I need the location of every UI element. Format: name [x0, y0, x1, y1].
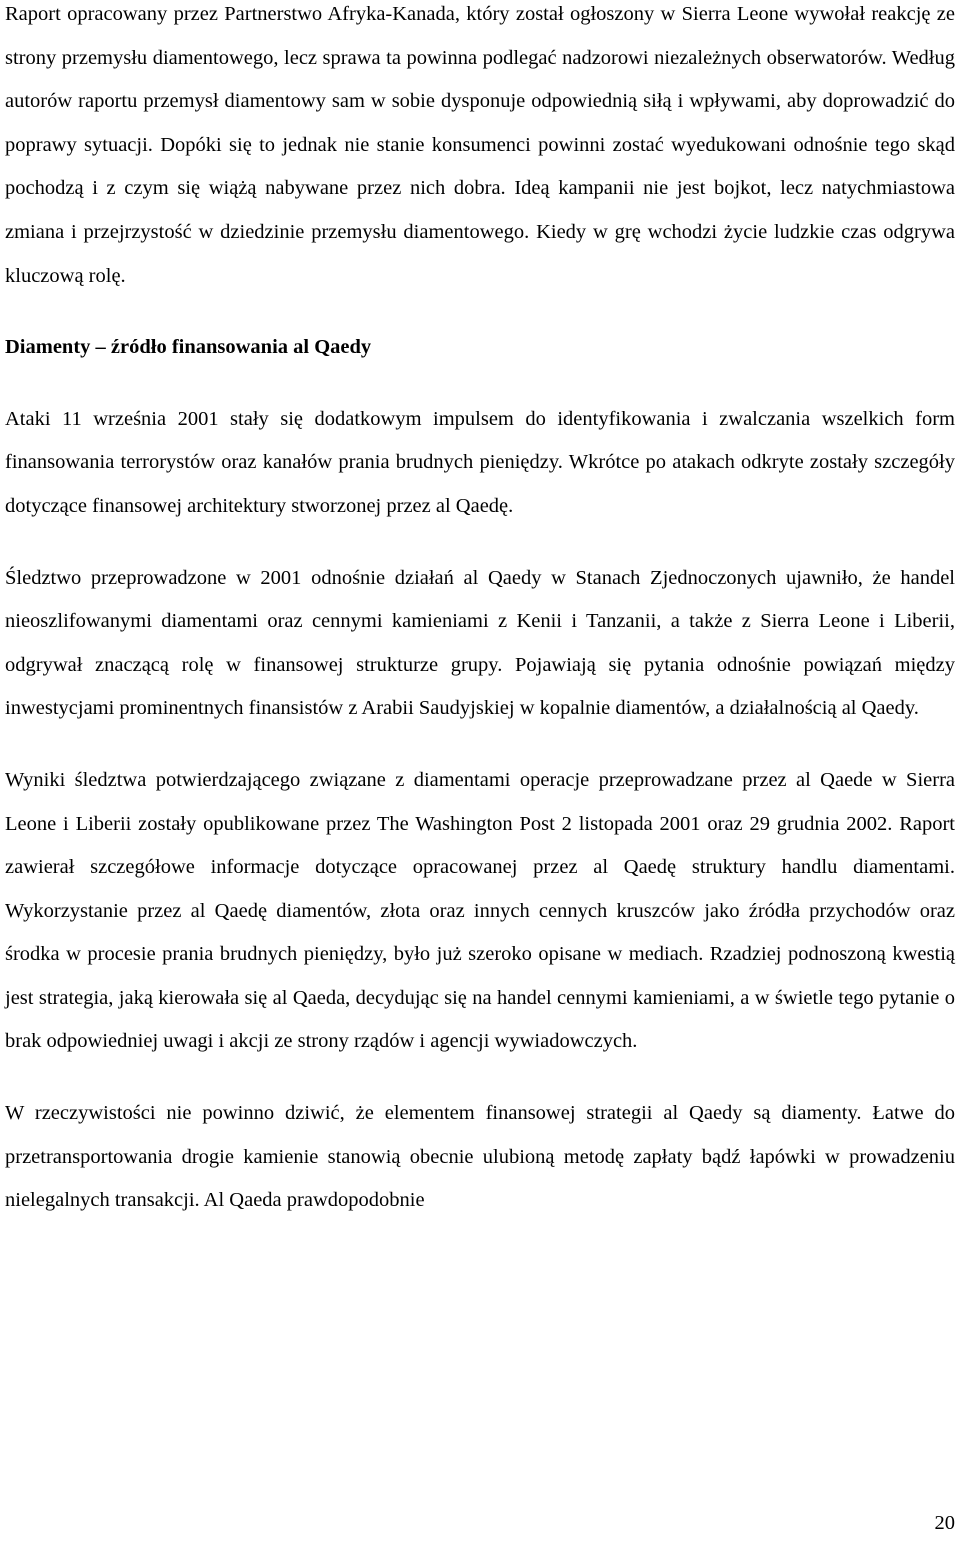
paragraph-campaign: Raport opracowany przez Partnerstwo Afryka-Kanada, który został ogłoszony w Sierra Leone wywołał reakcję ze strony przemysłu diamentowego, lecz sprawa ta powinna podlegać nadzorowi niezależnych obserwatorów. Według autorów raportu przemysł diamentowy sam w sobie dysponuje odpowiednią siłą i wpływami, aby doprowadzić do poprawy sytuacji. Dopóki się to jednak nie stanie konsumenci powinni zostać wyedukowani odnośnie tego skąd pochodzą i z czym się wiążą nabywane przez nich dobra. Ideą kampanii nie jest bojkot, lecz natychmiastowa zmiana i przejrzystość w dziedzinie przemysłu diamentowego. Kiedy w grę wchodzi życie ludzkie czas odgrywa kluczową rolę.	[5, 3, 955, 287]
paragraph-diamond-strategy: W rzeczywistości nie powinno dziwić, że elementem finansowej strategii al Qaedy są diamenty. Łatwe do przetransportowania drogie kamienie stanowią obecnie ulubioną metodę zapłaty bądź łapówki w prowadzeniu nielegalnych transakcji. Al Qaeda prawdopodobnie	[5, 1102, 955, 1212]
paragraph-investigation-results: Wyniki śledztwa potwierdzającego związane z diamentami operacje przeprowadzane przez al Qaede w Sierra Leone i Liberii zostały opublikowane przez The Washington Post 2 listopada 2001 oraz 29 grudnia 2002. Raport zawierał szczegółowe informacje dotyczące opracowanej przez al Qaedę struktury handlu diamentami. Wykorzystanie przez al Qaedę diamentów, złota oraz innych cennych kruszców jako źródła przychodów oraz środka w procesie prania brudnych pieniędzy, było już szeroko opisane w mediach. Rzadziej podnoszoną kwestią jest strategia, jaką kierowała się al Qaeda, decydując się na handel cennymi kamieniami, a w świetle tego pytanie o brak odpowiedniej uwagi i akcji ze strony rządów i agencji wywiadowczych.	[5, 768, 955, 1053]
paragraph-investigation: Śledztwo przeprowadzone w 2001 odnośnie działań al Qaedy w Stanach Zjednoczonych ujawniło, że handel nieoszlifowanymi diamentami oraz cennymi kamieniami z Kenii i Tanzanii, a także z Sierra Leone i Liberii, odgrywał znaczącą rolę w finansowej strukturze grupy. Pojawiają się pytania odnośnie powiązań między inwestycjami prominentnych finansistów z Arabii Saudyjskiej w kopalnie diamentów, a działalnością al Qaedy.	[5, 566, 955, 720]
page-number: 20	[934, 1512, 955, 1534]
paragraph-september-attacks: Ataki 11 września 2001 stały się dodatkowym impulsem do identyfikowania i zwalczania wszelkich form finansowania terrorystów oraz kanałów prania brudnych pieniędzy. Wkrótce po atakach odkryte zostały szczegóły dotyczące finansowej architektury stworzonej przez al Qaedę.	[5, 407, 955, 517]
section-heading: Diamenty – źródło finansowania al Qaedy	[5, 336, 372, 359]
document-page	[5, 0, 955, 1223]
